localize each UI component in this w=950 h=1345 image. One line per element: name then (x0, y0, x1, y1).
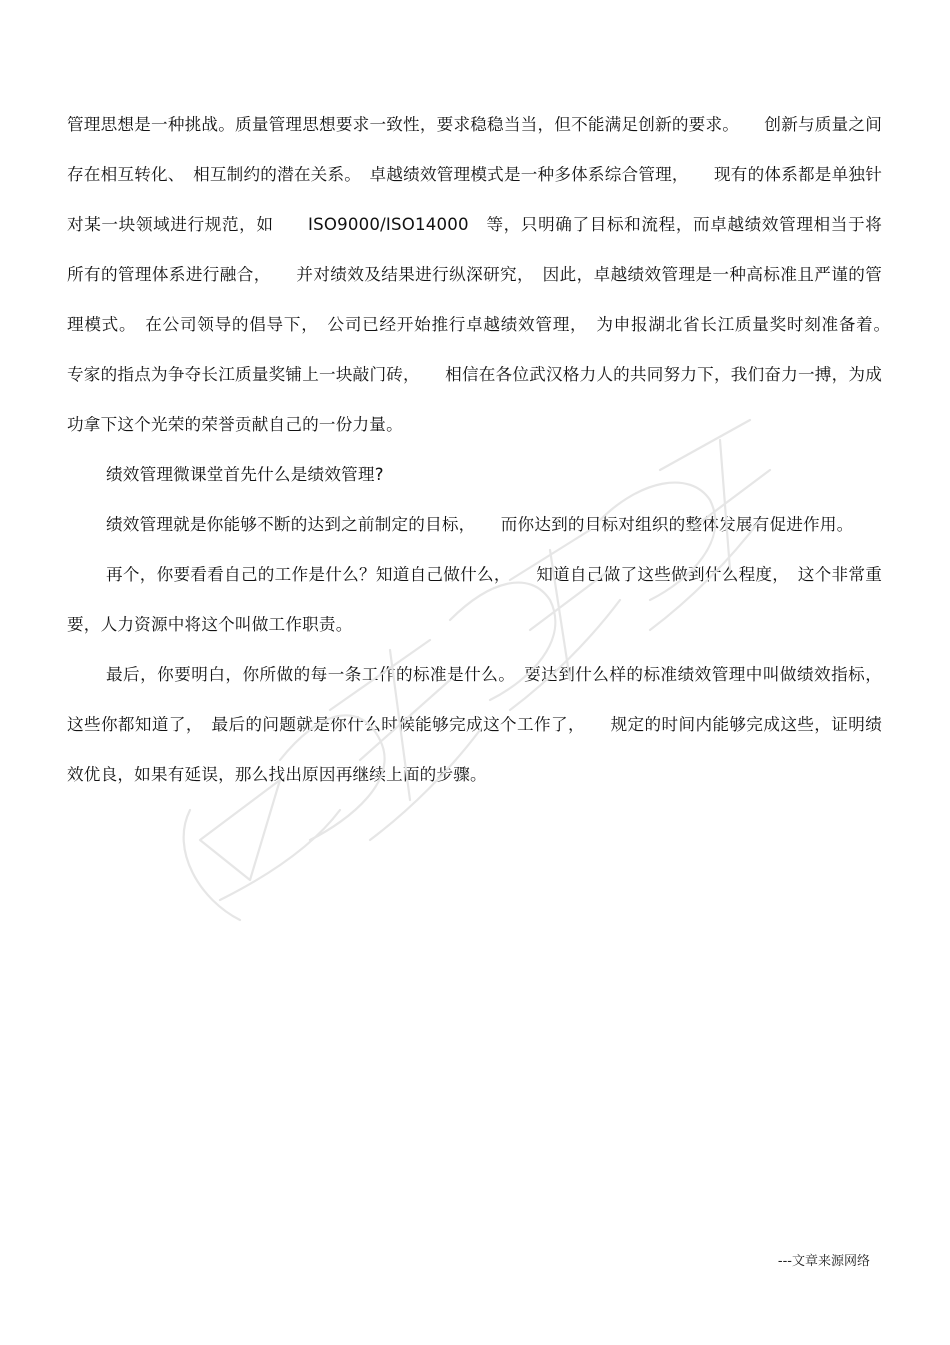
paragraph-3: 绩效管理就是你能够不断的达到之前制定的目标， 而你达到的目标对组织的整体发展有促进作用。 (106, 515, 854, 534)
paragraph-2-heading: 绩效管理微课堂首先什么是绩效管理? (106, 465, 384, 484)
paragraph-1: 管理思想是一种挑战。质量管理思想要求一致性，要求稳稳当当，但不能满足创新的要求。 创新与质量之间存在相互转化、 相互制约的潜在关系。 卓越绩效管理模式是一种多体系综合管理， 现有的体系都是单独针对某一块领域进行规范，如 ISO9000/ISO14000 等，只明确了目标和流程，而卓越绩效管理相当于将所有的管理体系进行融合， 并对绩效及结果进行纵深研究， 因此，卓越绩效管理是一种高标准且严谨的管理模式。 在公司领导的倡导下， 公司已经开始推行卓越绩效管理， 为申报湖北省长江质量奖时刻准备着。 专家的指点为争夺长江质量奖铺上一块敲门砖， 相信在各位武汉格力人的共同努力下，我们奋力一搏，为成功拿下这个光荣的荣誉贡献自己的一份力量。 (67, 115, 899, 434)
source-footer: ---文章来源网络 (777, 1254, 870, 1269)
paragraph-4: 再个，你要看看自己的工作是什么？知道自己做什么， 知道自己做了这些做到什么程度， 这个非常重要，人力资源中将这个叫做工作职责。 (67, 565, 882, 634)
document-body (67, 100, 899, 800)
paragraph-5: 最后，你要明白，你所做的每一条工作的标准是什么。 要达到什么样的标准绩效管理中叫做绩效指标，这些你都知道了， 最后的问题就是你什么时候能够完成这个工作了， 规定的时间内能够完成这些，证明绩效优良，如果有延误，那么找出原因再继续上面的步骤。 (67, 665, 882, 784)
